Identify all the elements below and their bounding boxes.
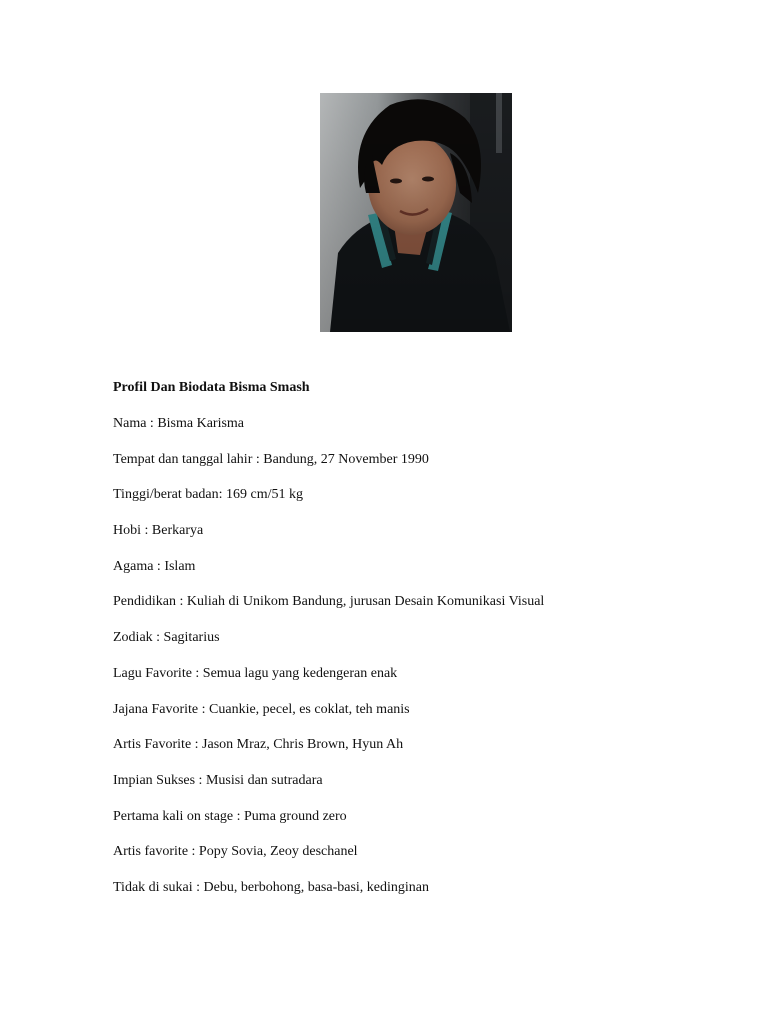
field-zodiak: Zodiak : Sagitarius	[113, 630, 220, 646]
field-agama: Agama : Islam	[113, 558, 196, 574]
field-tinggi-berat: Tinggi/berat badan: 169 cm/51 kg	[113, 487, 304, 503]
field-tidak-disukai: Tidak di sukai : Debu, berbohong, basa-basi, kedinginan	[113, 879, 429, 895]
biodata-section	[113, 378, 733, 898]
field-pendidikan: Pendidikan : Kuliah di Unikom Bandung, jurusan Desain Komunikasi Visual	[113, 594, 545, 610]
portrait-image	[320, 93, 512, 332]
field-lagu-favorite: Lagu Favorite : Semua lagu yang kedengeran enak	[113, 665, 398, 681]
field-jajana-favorite: Jajana Favorite : Cuankie, pecel, es coklat, teh manis	[113, 701, 410, 717]
field-nama: Nama : Bisma Karisma	[113, 416, 245, 431]
field-artis-favorite-2: Artis favorite : Popy Sovia, Zeoy deschanel	[113, 844, 358, 860]
field-tempat-tanggal-lahir: Tempat dan tanggal lahir : Bandung, 27 November 1990	[113, 451, 429, 467]
field-artis-favorite: Artis Favorite : Jason Mraz, Chris Brown, Hyun Ah	[113, 737, 404, 753]
field-hobi: Hobi : Berkarya	[113, 523, 204, 539]
portrait-photo	[320, 93, 512, 332]
field-pertama-on-stage: Pertama kali on stage : Puma ground zero	[113, 808, 347, 824]
document-title: Profil Dan Biodata Bisma Smash	[113, 380, 310, 395]
field-impian-sukses: Impian Sukses : Musisi dan sutradara	[113, 772, 323, 788]
